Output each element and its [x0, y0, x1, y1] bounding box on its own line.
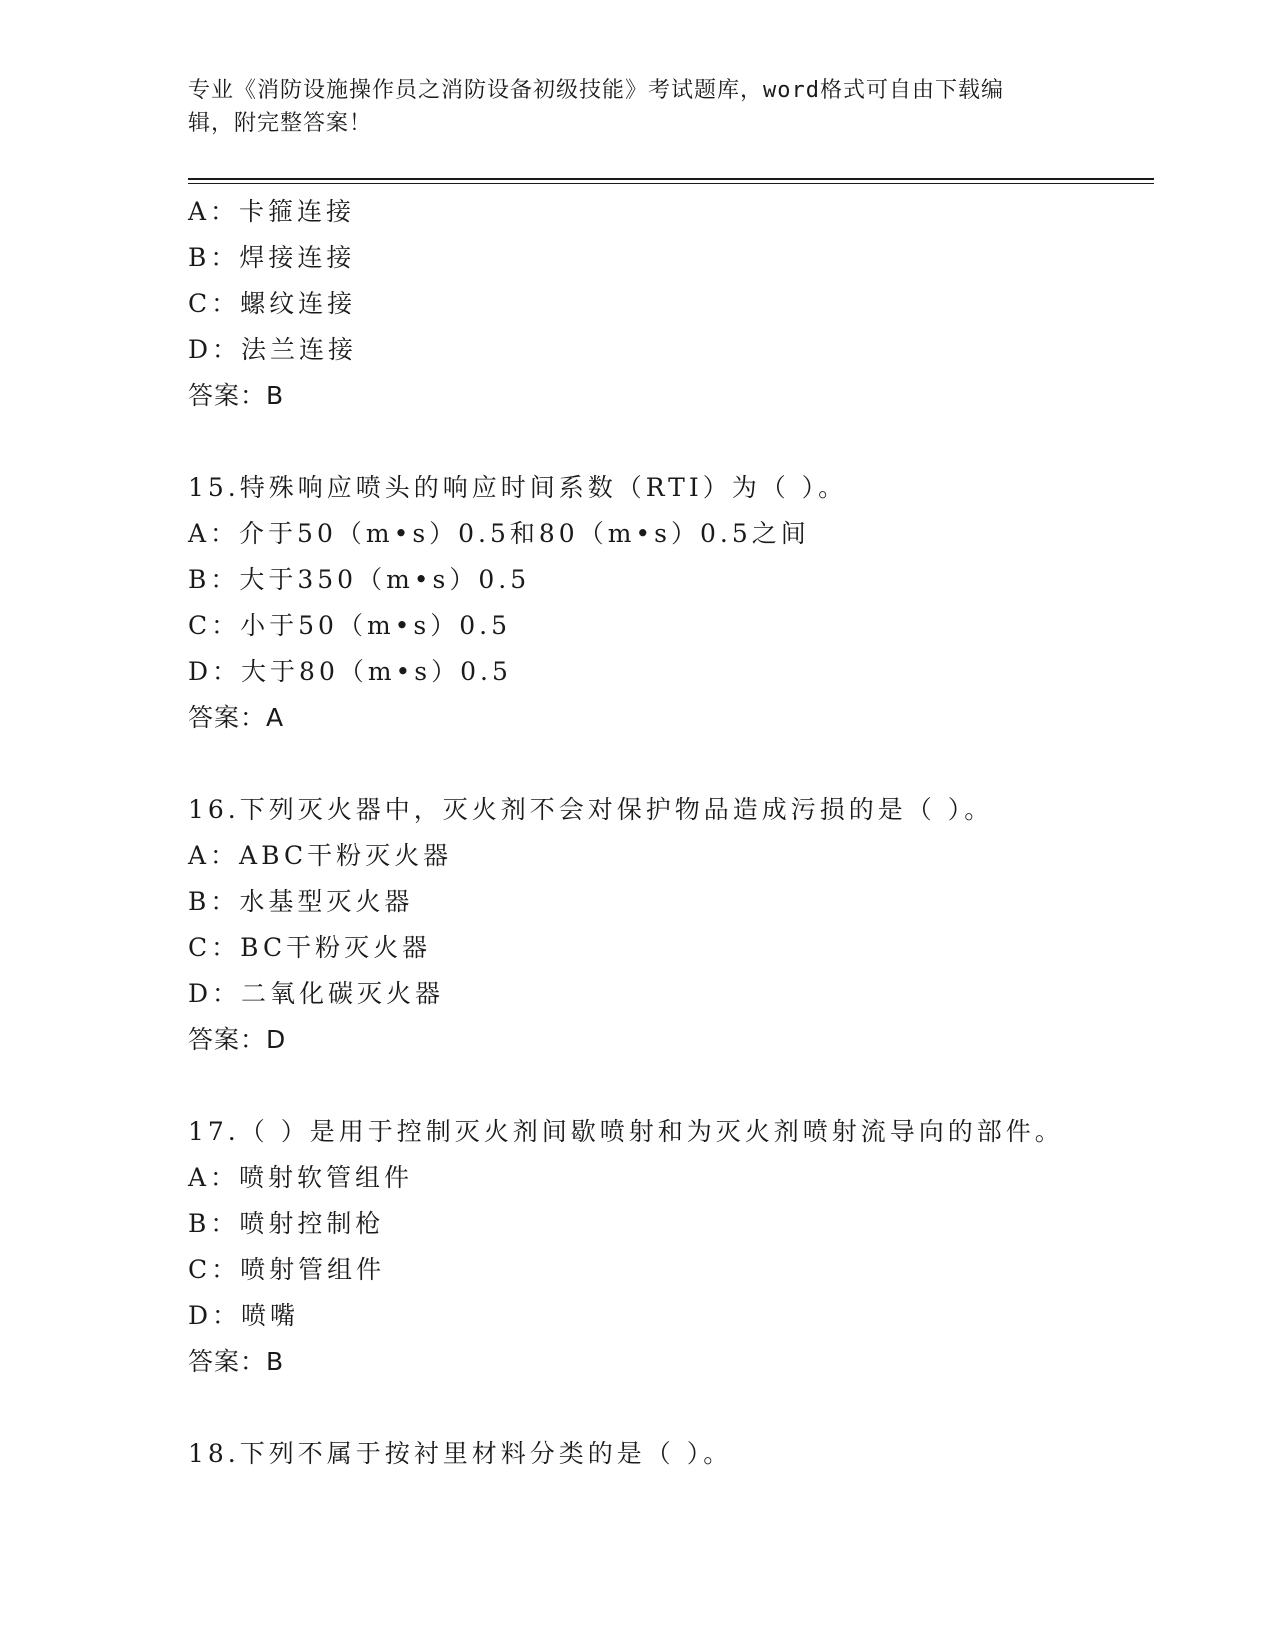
question-15: [188, 465, 1154, 741]
answer-line: 答案：D: [188, 1025, 287, 1054]
question-17: [188, 1109, 1154, 1385]
spacer: [188, 1063, 1154, 1109]
option-d: D：喷嘴: [188, 1301, 300, 1330]
answer-line: 答案：A: [188, 703, 285, 732]
document-header: [188, 74, 1088, 140]
question-list: [188, 189, 1154, 1477]
header-divider-thick: [188, 178, 1154, 180]
option-b: B：焊接连接: [188, 243, 356, 272]
option-a: A：介于50（m•s）0.5和80（m•s）0.5之间: [188, 519, 810, 548]
option-b: B：大于350（m•s）0.5: [188, 565, 531, 594]
option-d: D：大于80（m•s）0.5: [188, 657, 512, 686]
question-stem: 16.下列灭火器中，灭火剂不会对保护物品造成污损的是（ ）。: [188, 795, 994, 824]
option-c: C：BC干粉灭火器: [188, 933, 432, 962]
option-c: C：螺纹连接: [188, 289, 357, 318]
question-16: [188, 787, 1154, 1063]
option-a: A：卡箍连接: [188, 197, 356, 226]
question-stem: 18.下列不属于按衬里材料分类的是（ ）。: [188, 1439, 733, 1468]
option-a: A：ABC干粉灭火器: [188, 841, 453, 870]
answer-line: 答案：B: [188, 1347, 285, 1376]
header-line-2: 辑，附完整答案！: [188, 111, 373, 136]
option-d: D：二氧化碳灭火器: [188, 979, 445, 1008]
header-line-1: 专业《消防设施操作员之消防设备初级技能》考试题库，word格式可自由下载编: [188, 78, 1004, 103]
option-c: C：喷射管组件: [188, 1255, 386, 1284]
option-b: B：喷射控制枪: [188, 1209, 385, 1238]
option-d: D：法兰连接: [188, 335, 358, 364]
option-c: C：小于50（m•s）0.5: [188, 611, 511, 640]
question-18: [188, 1431, 1154, 1477]
answer-line: 答案：B: [188, 381, 285, 410]
spacer: [188, 1385, 1154, 1431]
option-b: B：水基型灭火器: [188, 887, 414, 916]
header-divider-thin: [188, 183, 1154, 184]
question-14-continuation: [188, 189, 1154, 419]
spacer: [188, 419, 1154, 465]
spacer: [188, 741, 1154, 787]
question-stem: 17.（ ）是用于控制灭火剂间歇喷射和为灭火剂喷射流导向的部件。: [188, 1117, 1064, 1146]
question-stem: 15.特殊响应喷头的响应时间系数（RTI）为（ ）。: [188, 473, 848, 502]
option-a: A：喷射软管组件: [188, 1163, 414, 1192]
